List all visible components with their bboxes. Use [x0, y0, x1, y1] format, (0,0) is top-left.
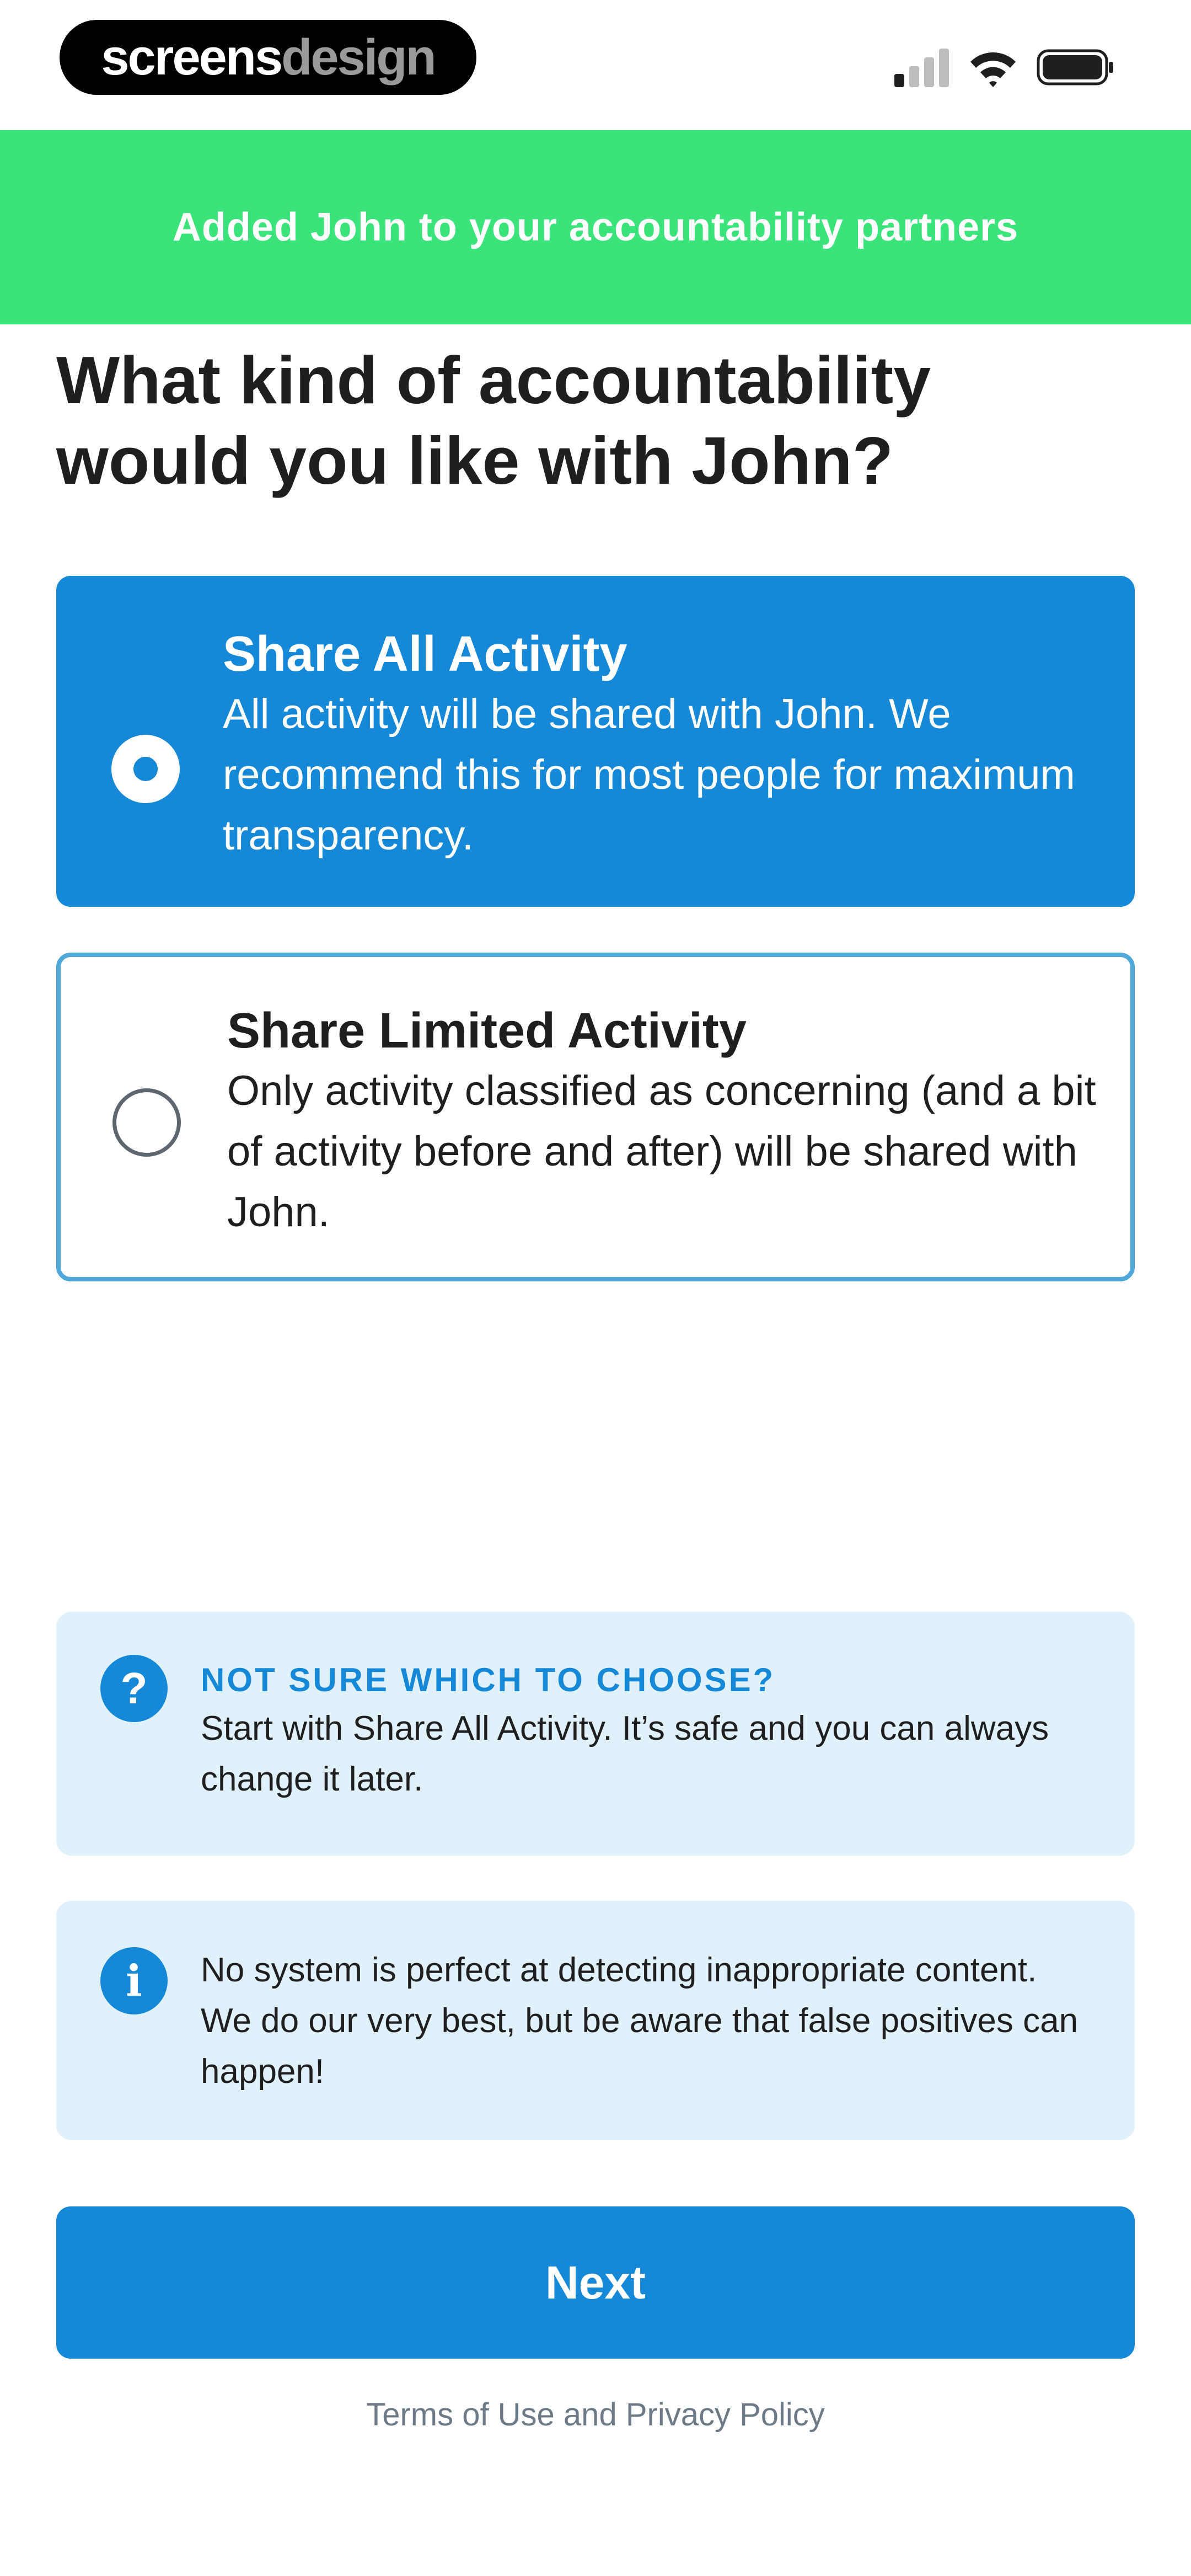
page-title: What kind of accountability would you like with John? — [56, 343, 931, 498]
option-text — [227, 1001, 1097, 1243]
terms-privacy-link[interactable]: Terms of Use and Privacy Policy — [366, 2397, 825, 2433]
battery-icon — [1037, 47, 1114, 87]
option-description: Only activity classified as concerning (and a bit of activity before and after) will be shared with John. — [227, 1067, 1096, 1236]
brand-logo-part2: design — [281, 29, 435, 85]
option-description: All activity will be shared with John. We recommend this for most people for maximum transparency. — [223, 691, 1075, 859]
note-box — [56, 1901, 1135, 2140]
status-icons — [894, 45, 1114, 89]
tip-box — [56, 1612, 1135, 1856]
radio-selected-icon[interactable] — [111, 735, 180, 803]
next-button[interactable]: Next — [56, 2206, 1135, 2359]
wifi-icon — [968, 47, 1018, 87]
banner-text: Added John to your accountability partners — [172, 205, 1019, 249]
option-title: Share Limited Activity — [227, 1003, 747, 1059]
option-text — [223, 624, 1102, 866]
note-body: No system is perfect at detecting inappropriate content. We do our very best, but be aware that false positives can happen! — [201, 1951, 1079, 2091]
option-title: Share All Activity — [223, 627, 627, 682]
brand-logo — [60, 20, 476, 95]
note-text — [201, 1945, 1091, 2097]
brand-logo-part1: screens — [101, 29, 282, 85]
radio-unselected-icon[interactable] — [112, 1088, 181, 1157]
question-icon: ? — [100, 1655, 168, 1722]
tip-body: Start with Share All Activity. It’s safe and you can always change it later. — [201, 1709, 1049, 1798]
tip-text — [201, 1657, 1091, 1805]
confirmation-banner — [0, 130, 1191, 324]
option-share-limited-activity[interactable] — [56, 953, 1135, 1281]
tip-heading: NOT SURE WHICH TO CHOOSE? — [201, 1661, 776, 1698]
option-share-all-activity[interactable] — [56, 576, 1135, 907]
info-icon: i — [100, 1947, 168, 2014]
signal-icon — [894, 47, 949, 87]
status-bar — [0, 0, 1191, 130]
